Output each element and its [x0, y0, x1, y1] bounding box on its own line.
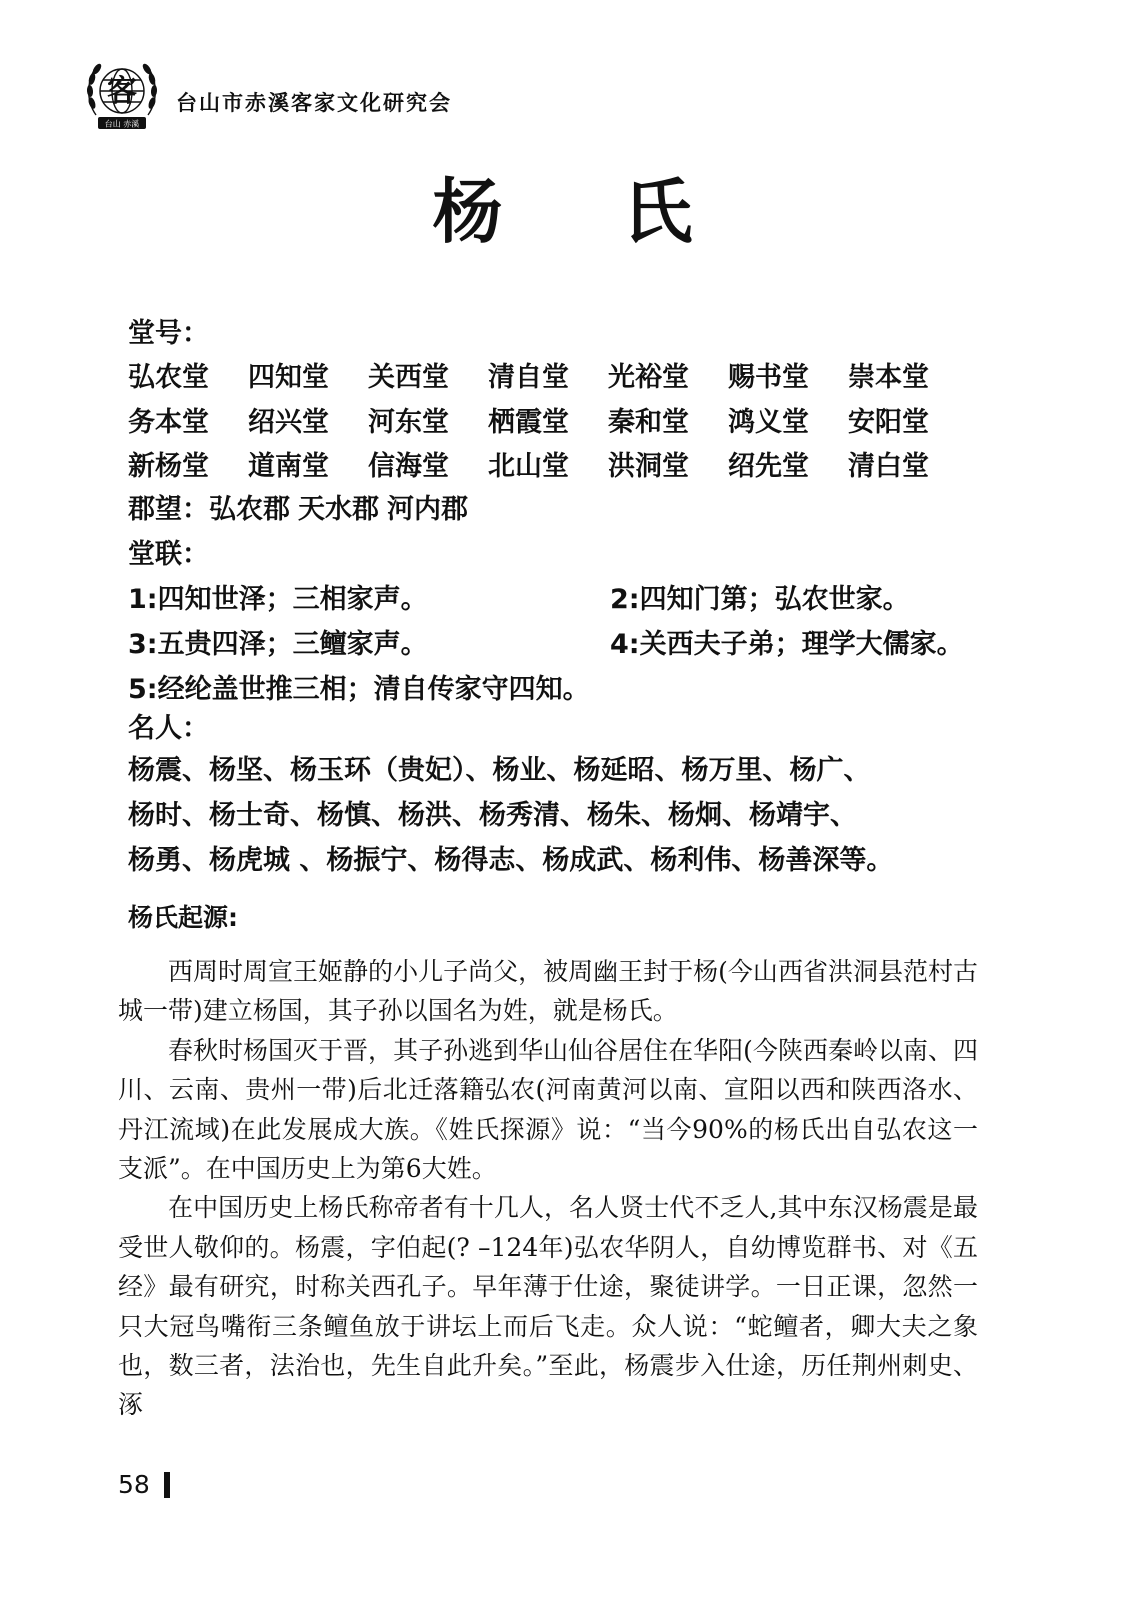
page-title [0, 172, 1125, 252]
hall-names-row [128, 442, 1028, 487]
hall-name: 绍兴堂 [248, 406, 329, 438]
commandery-item: 弘农郡 [209, 493, 290, 525]
hall-name: 清白堂 [848, 451, 929, 483]
hall-name: 新杨堂 [128, 451, 209, 483]
hall-name: 清自堂 [488, 362, 569, 394]
hall-name: 安阳堂 [848, 406, 929, 438]
couplet-row [128, 664, 1028, 709]
origin-paragraph: 春秋时杨国灭于晋，其子孙逃到华山仙谷居住在华阳(今陕西秦岭以南、四川、云南、贵州一带)后北迁落籍弘农(河南黄河以南、宣阳以西和陕西洛水、丹江流域)在此发展成大族。《姓氏探源》说：“当今90%的杨氏出自弘农这一支派”。在中国历史上为第6大姓。 [118, 1035, 978, 1184]
celebrities-line: 杨时、杨士奇、杨慎、杨洪、杨秀清、杨朱、杨炯、杨靖宇、 [128, 799, 857, 831]
couplets-label: 堂联： [128, 538, 209, 570]
couplet-item: 5:经纶盖世推三相；清自传家守四知。 [128, 673, 590, 705]
page-footer [118, 1470, 170, 1499]
commandery-label: 郡望： [128, 493, 209, 525]
hall-name: 北山堂 [488, 451, 569, 483]
couplet-row [128, 619, 1028, 664]
logo-char: 客 [107, 74, 137, 109]
origin-body [118, 952, 978, 1425]
hall-name: 河东堂 [368, 406, 449, 438]
page-header [82, 52, 452, 138]
hall-name: 弘农堂 [128, 362, 209, 394]
hall-name: 信海堂 [368, 451, 449, 483]
hall-name: 光裕堂 [608, 362, 689, 394]
hall-name: 务本堂 [128, 406, 209, 438]
couplet-item: 3:五贵四泽；三鳣家声。 [128, 628, 428, 660]
couplet-item: 4:关西夫子弟；理学大儒家。 [610, 628, 964, 660]
couplet-row [128, 574, 1028, 619]
origin-paragraph: 西周时周宣王姬静的小儿子尚父，被周幽王封于杨(今山西省洪洞县范村古城一带)建立杨国，其子孙以国名为姓，就是杨氏。 [118, 957, 978, 1026]
hall-name: 赐书堂 [728, 362, 809, 394]
logo-ribbon-text: 台山 赤溪 [104, 119, 140, 129]
hall-name: 道南堂 [248, 451, 329, 483]
page-number: 58 [118, 1470, 150, 1499]
celebrities-section [128, 703, 1028, 883]
commandery-item: 天水郡 [298, 493, 379, 525]
hall-names-label: 堂号： [128, 317, 209, 349]
hall-name: 鸿义堂 [728, 406, 809, 438]
hall-name: 关西堂 [368, 362, 449, 394]
title-char-2: 氏 [622, 170, 693, 253]
organization-name: 台山市赤溪客家文化研究会 [176, 90, 452, 115]
commandery-section [128, 484, 1028, 529]
page-number-bar [164, 1472, 170, 1498]
hall-name: 洪洞堂 [608, 451, 689, 483]
celebrities-line: 杨震、杨坚、杨玉环（贵妃）、杨业、杨延昭、杨万里、杨广、 [128, 754, 871, 786]
hall-names-row [128, 353, 1028, 398]
celebrities-line: 杨勇、杨虎城 、杨振宁、杨得志、杨成武、杨利伟、杨善深等。 [128, 844, 894, 876]
hall-names-section [128, 308, 1028, 486]
origin-paragraph: 在中国历史上杨氏称帝者有十几人，名人贤士代不乏人,其中东汉杨震是最受世人敬仰的。杨震，字伯起(? –124年)弘农华阴人，自幼博览群书、对《五经》最有研究，时称关西孔子。早年薄于仕途，聚徒讲学。一日正课，忽然一只大冠鸟嘴衔三条鳣鱼放于讲坛上而后飞走。众人说：“蛇鳣者，卿大夫之象也，数三者，法治也，先生自此升矣。”至此，杨震步入仕途，历任荆州刺史、涿 [118, 1193, 978, 1420]
hall-name: 四知堂 [248, 362, 329, 394]
hall-names-row [128, 397, 1028, 442]
couplet-item: 1:四知世泽；三相家声。 [128, 583, 428, 615]
title-char-1: 杨 [432, 170, 503, 253]
couplet-item: 2:四知门第；弘农世家。 [610, 583, 910, 615]
celebrities-label: 名人： [128, 712, 209, 744]
commandery-line [128, 484, 1028, 529]
hall-name: 秦和堂 [608, 406, 689, 438]
origin-heading: 杨氏起源: [128, 903, 238, 932]
couplets-section [128, 529, 1028, 709]
association-logo [82, 53, 162, 137]
hall-name: 栖霞堂 [488, 406, 569, 438]
hall-name: 绍先堂 [728, 451, 809, 483]
hall-name: 崇本堂 [848, 362, 929, 394]
commandery-item: 河内郡 [387, 493, 468, 525]
